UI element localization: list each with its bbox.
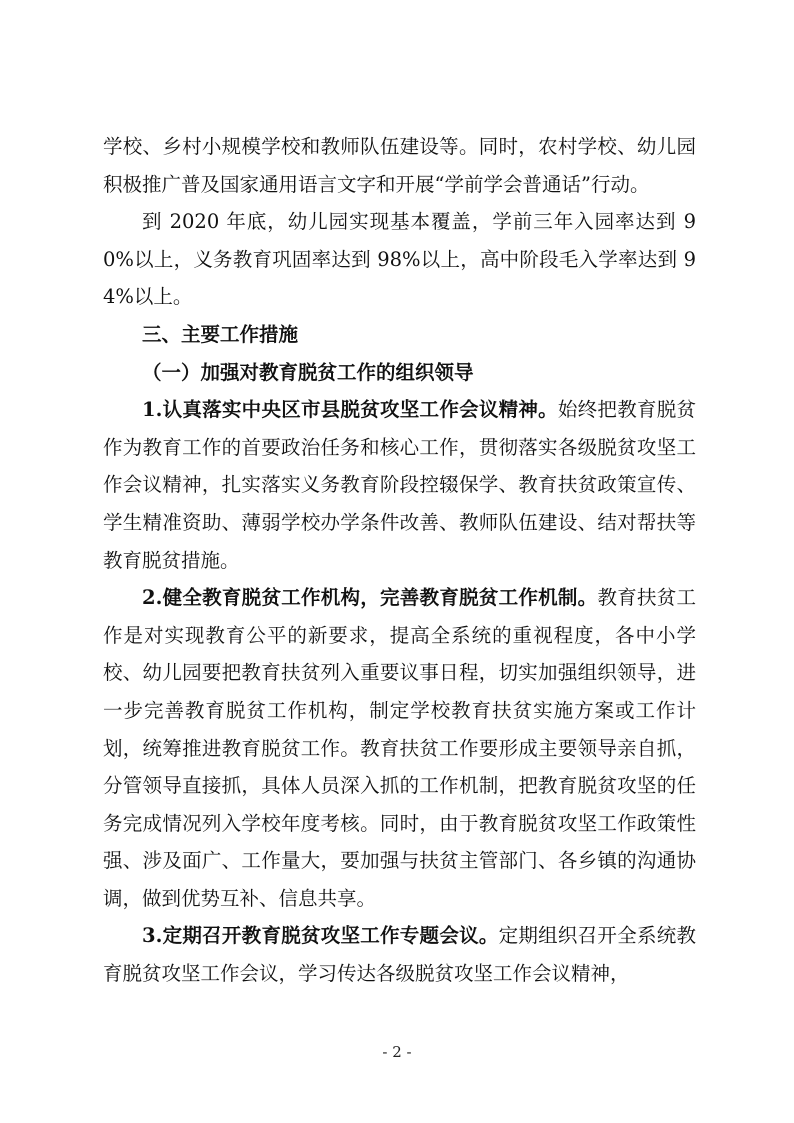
measure-item-2-lead: 2.健全教育脱贫工作机构，完善教育脱贫工作机制。 bbox=[142, 586, 598, 610]
measure-item-1-text: 始终把教育脱贫作为教育工作的首要政治任务和核心工作，贯彻落实各级脱贫攻坚工作会议精神，扎实落实义务教育阶段控辍保学、教育扶贫政策宣传、学生精准资助、薄弱学校办学条件改善、教师队伍建设、结对帮扶等教育脱贫措施。 bbox=[103, 398, 696, 572]
measure-item-3-lead: 3.定期召开教育脱贫攻坚工作专题会议。 bbox=[142, 924, 499, 948]
measure-item-1 bbox=[103, 391, 696, 579]
measure-item-3 bbox=[103, 917, 696, 992]
measure-item-3-text: 定期组织召开全系统教育脱贫攻坚工作会议，学习传达各级脱贫攻坚工作会议精神， bbox=[103, 924, 696, 986]
paragraph-targets: 到 2020 年底，幼儿园实现基本覆盖，学前三年入园率达到 90%以上，义务教育巩固率达到 98%以上，高中阶段毛入学率达到 94%以上。 bbox=[103, 210, 696, 309]
page-number: - 2 - bbox=[382, 1043, 412, 1061]
document-body bbox=[103, 128, 696, 993]
measure-item-2 bbox=[103, 579, 696, 917]
measure-item-2-text: 教育扶贫工作是对实现教育公平的新要求，提高全系统的重视程度，各中小学校、幼儿园要把教育扶贫列入重要议事日程，切实加强组织领导，进一步完善教育脱贫工作机构，制定学校教育扶贫实施方案或工作计划，统筹推进教育脱贫工作。教育扶贫工作要形成主要领导亲自抓，分管领导直接抓，具体人员深入抓的工作机制，把教育脱贫攻坚的任务完成情况列入学校年度考核。同时，由于教育脱贫攻坚工作政策性强、涉及面广、工作量大，要加强与扶贫主管部门、各乡镇的沟通协调，做到优势互补、信息共享。 bbox=[103, 586, 696, 910]
section-heading: 三、主要工作措施 bbox=[142, 322, 299, 346]
measure-item-1-lead: 1.认真落实中央区市县脱贫攻坚工作会议精神。 bbox=[142, 398, 558, 422]
paragraph-continuation: 学校、乡村小规模学校和教师队伍建设等。同时，农村学校、幼儿园积极推广普及国家通用语言文字和开展“学前学会普通话”行动。 bbox=[103, 135, 696, 196]
subsection-heading: （一）加强对教育脱贫工作的组织领导 bbox=[142, 360, 474, 384]
